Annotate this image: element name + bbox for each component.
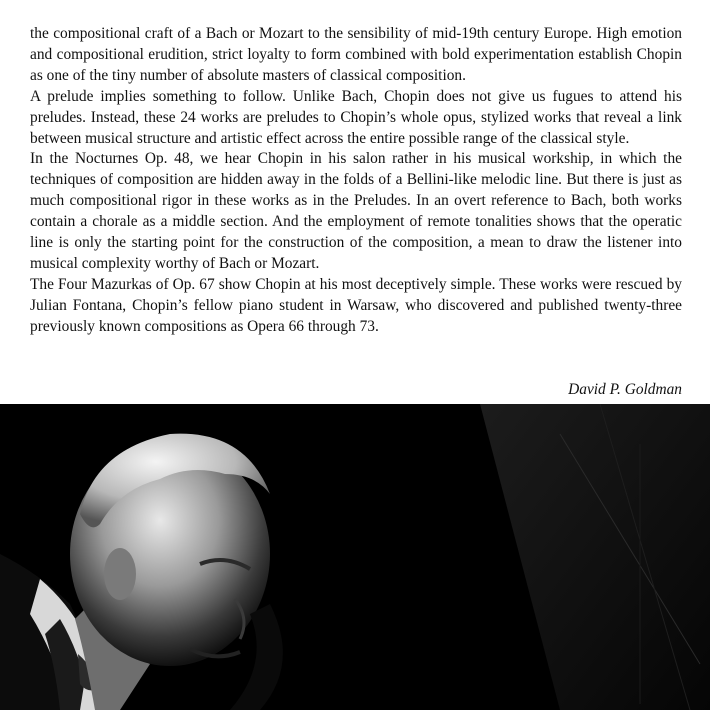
paragraph-4: The Four Mazurkas of Op. 67 show Chopin at his most deceptively simple. These works were rescued by Julian Fontana, Chopin’s fellow piano student in Warsaw, who discovered and published twenty-three previously known compositions as Opera 66 through 73.: [30, 275, 682, 335]
article-body: [30, 24, 682, 338]
pianist-photo: [0, 404, 710, 710]
author-signature: David P. Goldman: [568, 381, 682, 398]
paragraph-2: A prelude implies something to follow. Unlike Bach, Chopin does not give us fugues to attend his preludes. Instead, these 24 works are preludes to Chopin’s whole opus, stylized works that reveal a link between musical structure and artistic effect across the entire possible range of the classical style.: [30, 87, 682, 147]
paragraph-3: In the Nocturnes Op. 48, we hear Chopin in his salon rather in his musical workship, in which the techniques of composition are hidden away in the folds of a Bellini-like melodic line. But there is just as much compositional rigor in these works as in the Preludes. In an overt reference to Bach, both works contain a chorale as a middle section. And the employment of remote tonalities shows that the operatic line is only the starting point for the construction of the composition, a mean to draw the listener into musical complexity worthy of Bach or Mozart.: [30, 150, 682, 272]
ear: [104, 548, 136, 600]
paragraph-1: the compositional craft of a Bach or Mozart to the sensibility of mid-19th century Europe. High emotion and compositional erudition, strict loyalty to form combined with bold experimentation establish Chopin as one of the tiny number of absolute masters of classical composition.: [30, 25, 682, 84]
